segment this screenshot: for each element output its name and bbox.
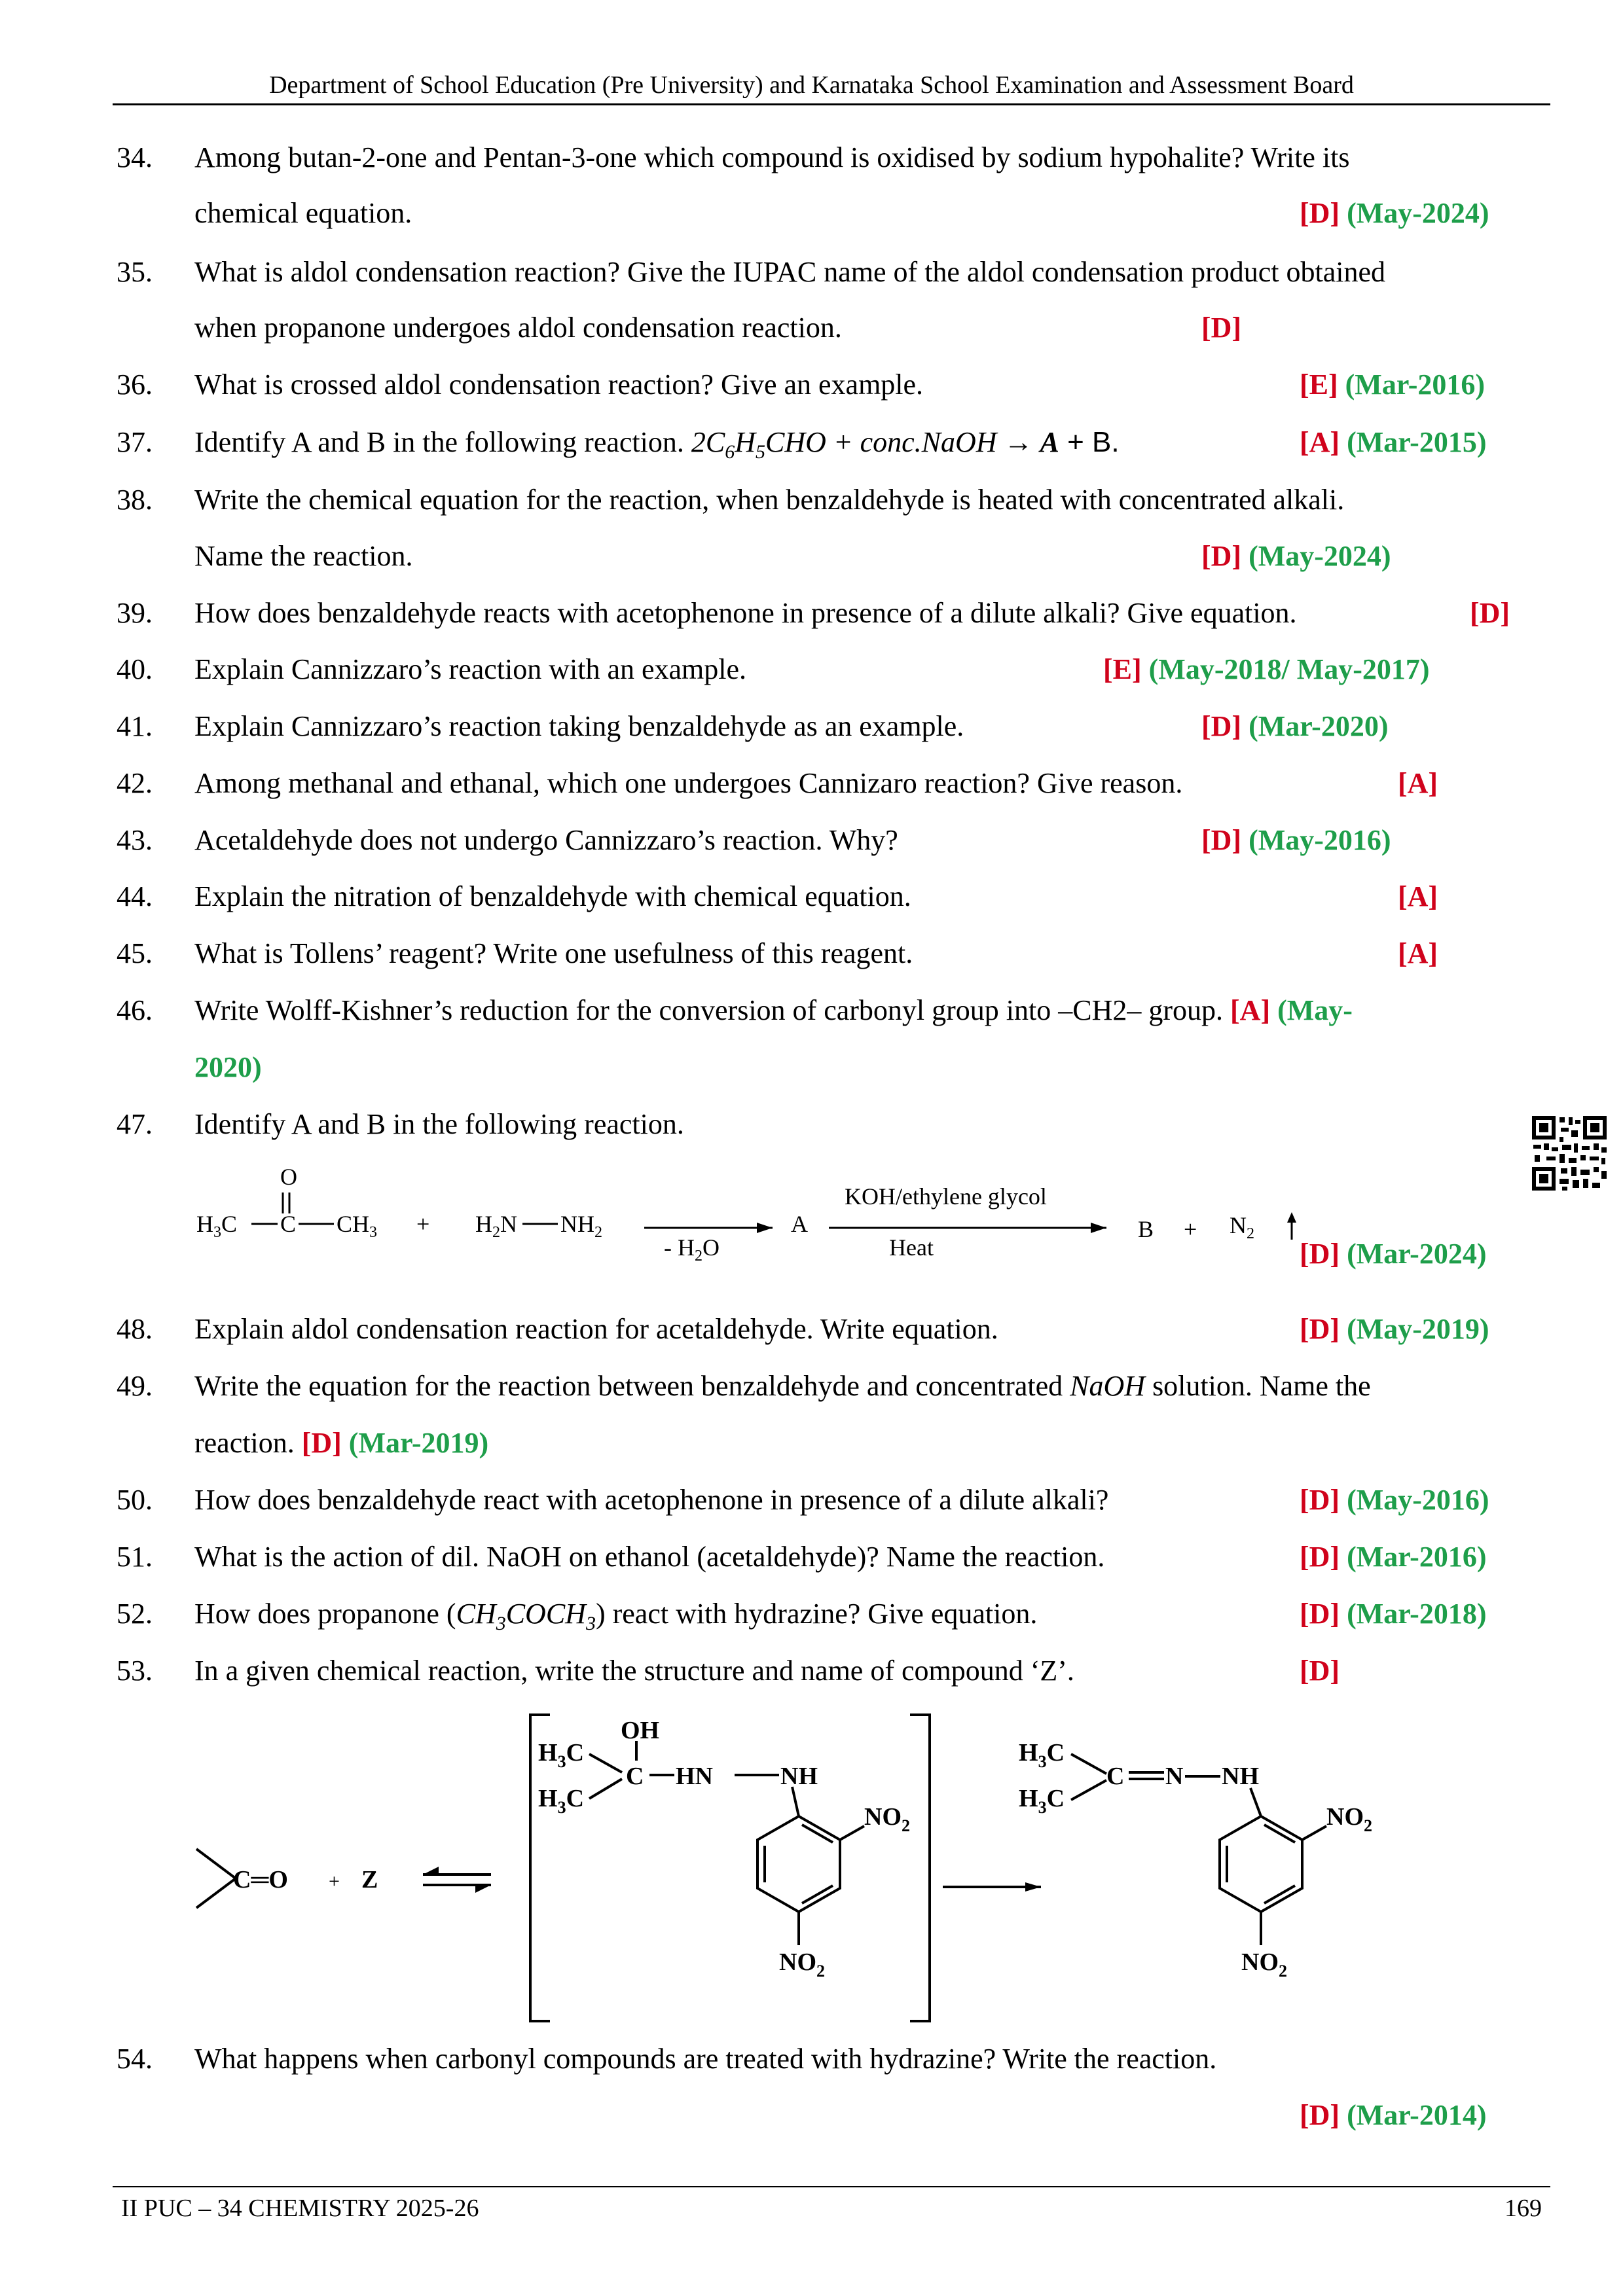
wolff-kishner-scheme: [190, 1160, 1303, 1284]
hydrazone-formation-scheme: [190, 1702, 1434, 2022]
question-text: when propanone undergoes aldol condensation reaction.: [194, 312, 842, 344]
difficulty-label: [D]: [301, 1427, 342, 1459]
difficulty-label: [D]: [1300, 197, 1340, 229]
question-text: Explain Cannizzaro’s reaction with an example.: [194, 653, 747, 685]
question-number: 36.: [117, 368, 153, 401]
methyl-label: $H_3C$: [1019, 1739, 1065, 1771]
nitrogen-label: N: [1165, 1763, 1184, 1790]
question-number: 37.: [117, 426, 153, 458]
difficulty-label: [D]: [1201, 824, 1242, 856]
difficulty-label: [D]: [1300, 2099, 1340, 2131]
difficulty-label: [D]: [1300, 1655, 1340, 1687]
question-text: What is Tollens’ reagent? Write one usefulness of this reagent.: [194, 937, 913, 969]
question-text: Among butan-2-one and Pentan-3-one which compound is oxidised by sodium hypohalite? Write its: [194, 141, 1350, 173]
question-text: Explain the nitration of benzaldehyde with chemical equation.: [194, 880, 911, 912]
methyl-label: $H_3C$: [196, 1211, 238, 1241]
question-number: 54.: [117, 2043, 153, 2075]
question-number: 51.: [117, 1541, 153, 1573]
hydrazine-label: $NH_2$: [560, 1211, 602, 1241]
question-number: 45.: [117, 937, 153, 969]
question-number: 53.: [117, 1655, 153, 1687]
plus-sign: +: [1184, 1216, 1197, 1242]
question-number: 47.: [117, 1108, 153, 1140]
question-text: reaction.: [194, 1427, 295, 1459]
exam-label: (Mar-2016): [1347, 1541, 1487, 1573]
hydrazine-label: $H_2N$: [475, 1211, 517, 1241]
question-number: 34.: [117, 141, 153, 173]
methyl-label: $CH_3$: [337, 1211, 378, 1241]
question-text: Write the chemical equation for the reaction, when benzaldehyde is heated with concentrated alkali.: [194, 484, 1345, 516]
exam-label: (Mar-2015): [1347, 426, 1487, 458]
question-number: 43.: [117, 824, 153, 856]
question-number: 50.: [117, 1484, 153, 1516]
hydroxyl-label: OH: [621, 1717, 660, 1744]
page-number: 169: [1504, 2195, 1542, 2222]
oxygen-label: O: [280, 1164, 297, 1190]
exam-label: (May-2016): [1347, 1484, 1489, 1516]
question-number: 35.: [117, 256, 153, 288]
difficulty-label: [D]: [1300, 1598, 1340, 1630]
carbon-label: C: [1106, 1763, 1125, 1790]
nitro-label: $NO_2$: [864, 1803, 910, 1835]
exam-label: (Mar-2014): [1347, 2099, 1487, 2131]
exam-label: (May-: [1277, 994, 1353, 1026]
footer-rule: [113, 2186, 1550, 2187]
difficulty-label: [A]: [1300, 426, 1340, 458]
page-header: Department of School Education (Pre University) and Karnataka School Examination and Assessment Board: [269, 71, 1354, 99]
exam-label: (May-2024): [1249, 540, 1391, 572]
header-rule: [113, 103, 1550, 105]
plus-sign: +: [416, 1211, 430, 1237]
methyl-label: $H_3C$: [538, 1739, 585, 1771]
question-text: How does propanone $(CH_3COCH_3)$ react with hydrazine? Give equation.: [194, 1598, 1038, 1634]
question-number: 46.: [117, 994, 153, 1026]
question-text: Identify A and B in the following reaction.: [194, 1108, 684, 1140]
exam-label: 2020): [194, 1051, 262, 1083]
difficulty-label: [D]: [1300, 1238, 1340, 1270]
question-text: What is aldol condensation reaction? Give the IUPAC name of the aldol condensation product obtained: [194, 256, 1385, 288]
exam-label: (Mar-2019): [348, 1427, 489, 1459]
difficulty-label: [A]: [1398, 767, 1438, 799]
question-text: How does benzaldehyde reacts with acetophenone in presence of a dilute alkali? Give equation.: [194, 597, 1297, 629]
qr-code: [1531, 1115, 1608, 1192]
question-text: Write the equation for the reaction between benzaldehyde and concentrated NaOH solution. Name the: [194, 1370, 1371, 1402]
question-text: Name the reaction.: [194, 540, 413, 572]
difficulty-label: [D]: [1300, 1313, 1340, 1345]
product-a-label: A: [791, 1211, 808, 1237]
exam-label: (May-2016): [1249, 824, 1391, 856]
nitro-label: $NO_2$: [779, 1948, 825, 1981]
exam-label: (Mar-2016): [1345, 368, 1486, 401]
question-text: How does benzaldehyde react with acetophenone in presence of a dilute alkali?: [194, 1484, 1109, 1516]
plus-sign: +: [329, 1871, 340, 1892]
methyl-label: $H_3C$: [538, 1785, 585, 1817]
carbonyl-carbon-label: C: [280, 1211, 297, 1237]
question-number: 52.: [117, 1598, 153, 1630]
question-text: chemical equation.: [194, 197, 412, 229]
question-text: Explain aldol condensation reaction for acetaldehyde. Write equation.: [194, 1313, 998, 1345]
compound-z-label: Z: [361, 1866, 378, 1893]
heat-label: Heat: [889, 1234, 934, 1261]
question-number: 48.: [117, 1313, 153, 1345]
question-text: Explain Cannizzaro’s reaction taking benzaldehyde as an example.: [194, 710, 964, 742]
nitro-label: $NO_2$: [1241, 1948, 1287, 1981]
question-text: Identify A and B in the following reaction. $2C_6H_5CHO$ + conc.NaOH → A + B.: [194, 426, 1120, 463]
carbon-label: C: [626, 1763, 644, 1790]
difficulty-label: [D]: [1300, 1541, 1340, 1573]
carbonyl-label: C═O: [233, 1866, 288, 1893]
exam-label: (Mar-2024): [1347, 1238, 1487, 1270]
question-text: In a given chemical reaction, write the structure and name of compound ‘Z’.: [194, 1655, 1074, 1687]
difficulty-label: [D]: [1201, 312, 1242, 344]
amine-label: NH: [780, 1763, 818, 1790]
difficulty-label: [E]: [1103, 653, 1142, 685]
product-b-label: B: [1138, 1216, 1154, 1242]
question-text: What is crossed aldol condensation reaction? Give an example.: [194, 368, 924, 401]
exam-label: (May-2024): [1347, 197, 1489, 229]
exam-label: (May-2018/ May-2017): [1148, 653, 1430, 685]
question-text: Among methanal and ethanal, which one undergoes Cannizaro reaction? Give reason.: [194, 767, 1183, 799]
footer-title: II PUC – 34 CHEMISTRY 2025-26: [121, 2195, 479, 2222]
difficulty-label: [A]: [1398, 880, 1438, 912]
difficulty-label: [D]: [1470, 597, 1510, 629]
question-text: Acetaldehyde does not undergo Cannizzaro’s reaction. Why?: [194, 824, 898, 856]
question-number: 42.: [117, 767, 153, 799]
amine-label: HN: [676, 1763, 713, 1790]
reaction-equation: $2C_6H_5CHO$ + conc.NaOH → A + B.: [691, 426, 1120, 463]
amine-label: NH: [1222, 1763, 1259, 1790]
exam-label: (Mar-2020): [1249, 710, 1389, 742]
reagent-label: KOH/ethylene glycol: [845, 1183, 1047, 1210]
nitro-label: $NO_2$: [1326, 1803, 1372, 1835]
difficulty-label: [A]: [1230, 994, 1271, 1026]
question-text: What is the action of dil. NaOH on ethanol (acetaldehyde)? Name the reaction.: [194, 1541, 1105, 1573]
difficulty-label: [D]: [1201, 710, 1242, 742]
difficulty-label: [E]: [1300, 368, 1338, 401]
question-text: What happens when carbonyl compounds are treated with hydrazine? Write the reaction.: [194, 2043, 1217, 2075]
methyl-label: $H_3C$: [1019, 1785, 1065, 1817]
nitrogen-label: $N_2$: [1230, 1212, 1254, 1242]
difficulty-label: [D]: [1300, 1484, 1340, 1516]
exam-label: (Mar-2018): [1347, 1598, 1487, 1630]
question-number: 38.: [117, 484, 153, 516]
question-number: 41.: [117, 710, 153, 742]
water-loss-label: - $H_2O$: [664, 1234, 720, 1265]
question-number: 40.: [117, 653, 153, 685]
difficulty-label: [A]: [1398, 937, 1438, 969]
question-number: 44.: [117, 880, 153, 912]
question-text: Write Wolff-Kishner’s reduction for the conversion of carbonyl group into –CH2– group. [A] (May-: [194, 994, 1353, 1026]
question-number: 49.: [117, 1370, 153, 1402]
exam-label: (May-2019): [1347, 1313, 1489, 1345]
question-number: 39.: [117, 597, 153, 629]
difficulty-label: [D]: [1201, 540, 1242, 572]
